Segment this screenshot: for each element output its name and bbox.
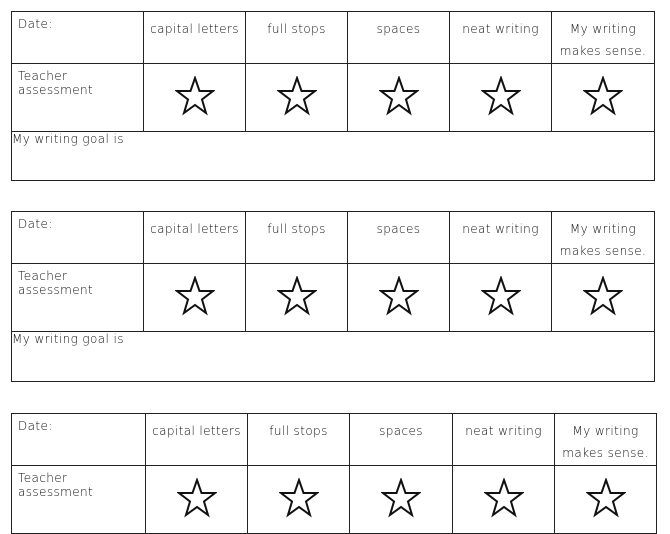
teacher-assessment-label: Teacher assessment <box>12 466 146 534</box>
criterion-makes-sense <box>552 212 655 264</box>
star-icon[interactable] <box>379 76 419 116</box>
star-icon[interactable] <box>277 276 317 316</box>
star-icon[interactable] <box>481 276 521 316</box>
teacher-assessment-label: Teacher assessment <box>12 264 144 332</box>
star-icon[interactable] <box>379 276 419 316</box>
assessment-table-2 <box>11 211 655 382</box>
criterion-spaces: spaces <box>350 414 453 466</box>
date-label: Date: <box>12 12 144 64</box>
criterion-spaces: spaces <box>348 12 450 64</box>
writing-goal-label: My writing goal is <box>12 132 124 146</box>
star-icon[interactable] <box>481 76 521 116</box>
star-icon[interactable] <box>277 76 317 116</box>
date-label: Date: <box>12 414 146 466</box>
writing-goal-label: My writing goal is <box>12 332 124 346</box>
star-icon[interactable] <box>484 478 524 518</box>
teacher-assessment-label: Teacher assessment <box>12 64 144 132</box>
criterion-makes-sense <box>555 414 657 466</box>
makes-sense-line-1: My writing <box>572 424 639 438</box>
assessment-table-1 <box>11 11 655 181</box>
criterion-neat-writing: neat writing <box>450 212 552 264</box>
criterion-capital-letters: capital letters <box>144 212 246 264</box>
makes-sense-line-1: My writing <box>569 222 637 236</box>
criterion-full-stops: full stops <box>246 12 348 64</box>
criterion-spaces: spaces <box>348 212 450 264</box>
criterion-full-stops: full stops <box>248 414 350 466</box>
writing-goal-field[interactable] <box>12 132 655 181</box>
criterion-neat-writing: neat writing <box>453 414 555 466</box>
star-icon[interactable] <box>279 478 319 518</box>
makes-sense-line-2: makes sense. <box>562 446 649 460</box>
date-label: Date: <box>12 212 144 264</box>
assessment-table-3 <box>11 413 657 534</box>
criterion-makes-sense <box>552 12 655 64</box>
makes-sense-line-2: makes sense. <box>559 44 647 58</box>
criterion-neat-writing: neat writing <box>450 12 552 64</box>
makes-sense-line-1: My writing <box>569 22 637 36</box>
star-icon[interactable] <box>177 478 217 518</box>
criterion-full-stops: full stops <box>246 212 348 264</box>
star-icon[interactable] <box>586 478 626 518</box>
star-icon[interactable] <box>175 76 215 116</box>
star-icon[interactable] <box>381 478 421 518</box>
star-icon[interactable] <box>175 276 215 316</box>
writing-goal-field[interactable] <box>12 332 655 382</box>
star-icon[interactable] <box>583 76 623 116</box>
makes-sense-line-2: makes sense. <box>559 244 647 258</box>
criterion-capital-letters: capital letters <box>146 414 248 466</box>
criterion-capital-letters: capital letters <box>144 12 246 64</box>
star-icon[interactable] <box>583 276 623 316</box>
